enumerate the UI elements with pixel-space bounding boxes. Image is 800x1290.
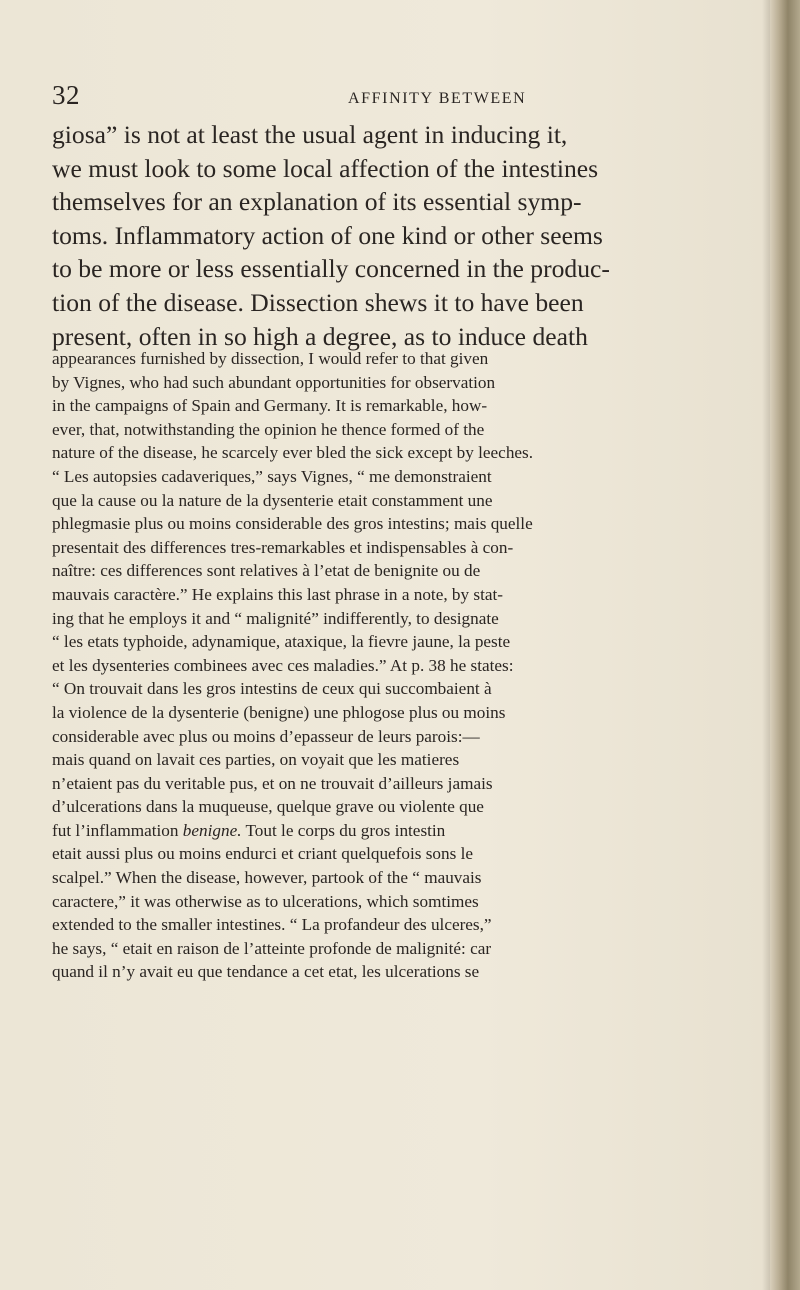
body-line: appearances furnished by dissection, I would refer to that given	[52, 349, 489, 368]
body-line-with-italic	[52, 819, 767, 843]
body-line-end: Tout le corps du gros intestin	[241, 820, 446, 840]
body-line: “ On trouvait dans les gros intestins de ceux qui succombaient à	[52, 679, 492, 699]
body-line: extended to the smaller intestines. “ La profandeur des ulceres,”	[52, 915, 492, 935]
lead-line: toms. Inflammatory action of one kind or other seems	[52, 220, 603, 250]
page-edge	[770, 0, 800, 1290]
lead-line: present, often in so high a degree, as to induce death	[52, 321, 588, 351]
body-line: by Vignes, who had such abundant opportunities for observation	[52, 372, 496, 392]
body-line: mauvais caractère.” He explains this last phrase in a note, by stat-	[52, 584, 504, 604]
body-line: nature of the disease, he scarcely ever bled the sick except by leeches.	[52, 443, 534, 463]
body-line-start: fut l’inflammation	[52, 820, 179, 840]
body-line: in the campaigns of Spain and Germany. It is remarkable, how-	[52, 396, 488, 416]
body-line: ever, that, notwithstanding the opinion he thence formed of the	[52, 419, 485, 439]
body-line: ing that he employs it and “ malignité” indifferently, to designate	[52, 608, 499, 628]
body-line: n’etaient pas du veritable pus, et on ne trouvait d’ailleurs jamais	[52, 773, 493, 793]
body-line: d’ulcerations dans la muqueuse, quelque grave ou violente que	[52, 797, 484, 817]
body-line: la violence de la dysenterie (benigne) une phlogose plus ou moins	[52, 702, 506, 722]
body-line: que la cause ou la nature de la dysenterie etait constamment une	[52, 490, 493, 510]
body-line: scalpel.” When the disease, however, partook of the “ mauvais	[52, 868, 482, 888]
body-line: “ les etats typhoide, adynamique, ataxique, la fievre jaune, la peste	[52, 632, 511, 652]
page-header	[52, 80, 752, 110]
body-line: considerable avec plus ou moins d’epasseur de leurs parois:—	[52, 726, 480, 746]
body-line: presentait des differences tres-remarkables et indispensables à con-	[52, 537, 514, 557]
running-head: AFFINITY BETWEEN	[348, 90, 527, 107]
body-paragraph	[52, 347, 767, 984]
body-line: et les dysenteries combinees avec ces maladies.” At p. 38 he states:	[52, 655, 514, 675]
lead-line: tion of the disease. Dissection shews it to have been	[52, 287, 584, 317]
lead-line: themselves for an explanation of its essential symp-	[52, 187, 582, 217]
body-line: quand il n’y avait eu que tendance a cet etat, les ulcerations se	[52, 962, 480, 982]
body-line: phlegmasie plus ou moins considerable des gros intestins; mais quelle	[52, 514, 533, 534]
body-line: “ Les autopsies cadaveriques,” says Vignes, “ me demonstraient	[52, 466, 492, 486]
page-number: 32	[52, 80, 80, 110]
body-line: naître: ces differences sont relatives à l’etat de benignite ou de	[52, 561, 481, 581]
body-line: caractere,” it was otherwise as to ulcerations, which somtimes	[52, 891, 479, 911]
body-line: mais quand on lavait ces parties, on voyait que les matieres	[52, 750, 460, 770]
lead-line: we must look to some local affection of the intestines	[52, 153, 599, 183]
italic-word: benigne.	[182, 820, 242, 840]
lead-line: giosa” is not at least the usual agent in inducing it,	[52, 120, 568, 149]
body-line: etait aussi plus ou moins endurci et criant quelquefois sons le	[52, 844, 474, 864]
lead-paragraph	[52, 118, 767, 353]
lead-line: to be more or less essentially concerned in the produc-	[52, 254, 610, 284]
body-line: he says, “ etait en raison de l’atteinte profonde de malignité: car	[52, 938, 492, 958]
